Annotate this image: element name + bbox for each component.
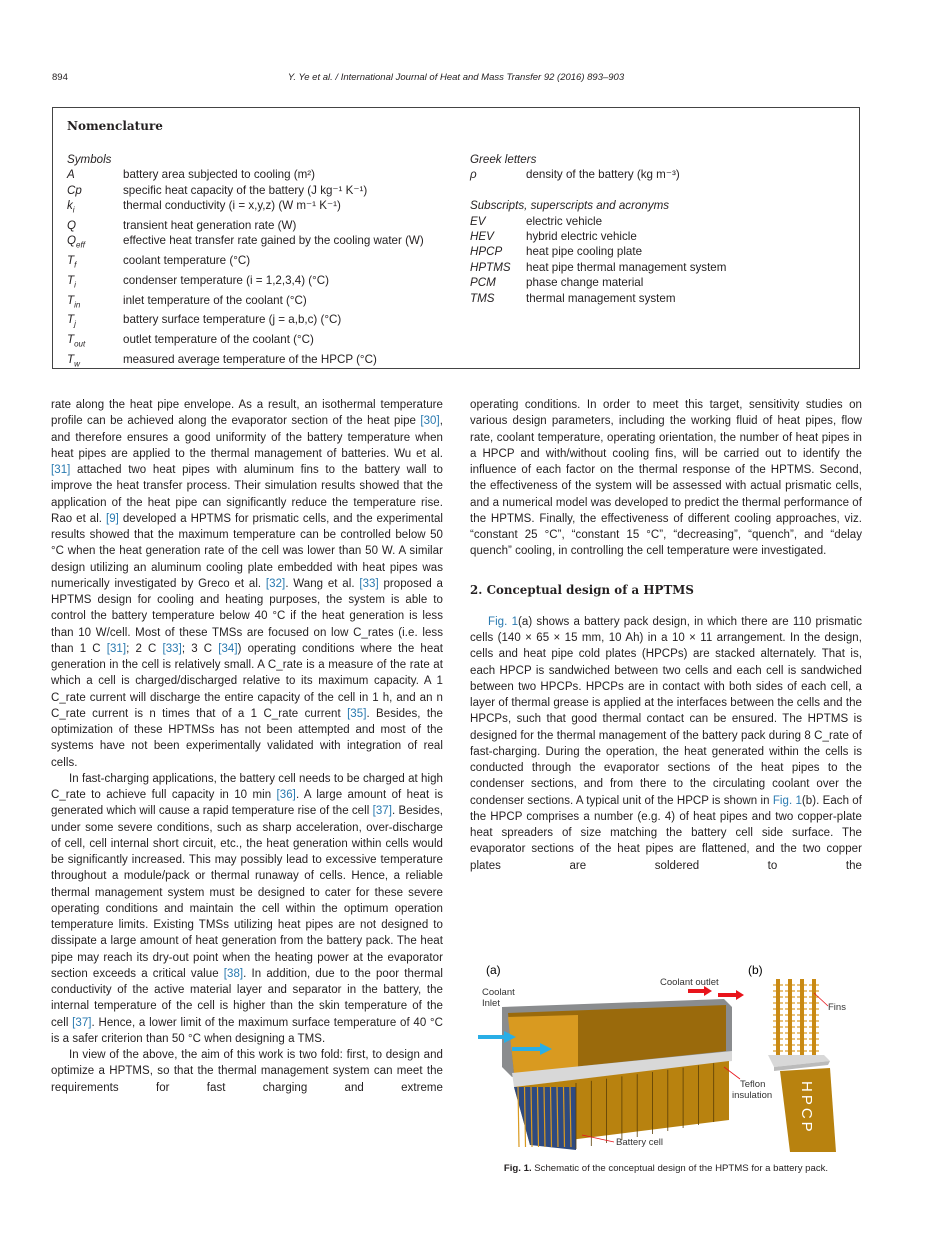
nomenclature-entry	[470, 214, 850, 229]
text-run: . Hence, a lower limit of the maximum surface temperature of 40 °C is a safer criterion than 50 °C when designing a TMS.	[51, 1016, 443, 1045]
heat-pipe	[788, 979, 792, 1057]
entry-symbol: $T_{out}$	[67, 332, 86, 349]
entry-symbol: $Q_{eff}$	[67, 234, 85, 250]
entry-symbol: $T_j$	[67, 313, 76, 329]
entry-description: coolant temperature (°C)	[123, 254, 251, 268]
text-run: ) operating conditions where the heat generation in the cell is relatively small. A C_rate is a measure of the rate at which a cell is charged/discharged relative to its maximum capacity. A 1 C_rate current will discharge the entire capacity of the cell in 1 h, and an n C_rate current is n times that of a 1 C_rate current	[51, 642, 444, 720]
nomenclature-entry	[67, 167, 447, 182]
entry-symbol: HPCP	[470, 245, 503, 259]
citation-link[interactable]: [34]	[218, 642, 238, 655]
paragraph	[51, 771, 443, 1047]
nomenclature-entry	[67, 198, 447, 218]
acronyms-heading: Subscripts, superscripts and acronyms	[470, 199, 670, 213]
entry-symbol: $T_f$	[67, 254, 77, 270]
nomenclature-entry	[67, 233, 447, 253]
citation-link[interactable]: [33]	[162, 642, 182, 655]
entry-description: battery area subjected to cooling (m²)	[123, 168, 316, 182]
text-run: . A large amount of heat is generated which will cause a rapid temperature rise of the cell	[51, 789, 443, 818]
nomenclature-entry	[470, 260, 850, 275]
entry-symbol: PCM	[470, 276, 496, 290]
entry-description: measured average temperature of the HPCP (°C)	[123, 352, 377, 366]
teflon-label: Teflon	[740, 1079, 766, 1090]
nomenclature-entry	[67, 332, 447, 352]
entry-description: outlet temperature of the coolant (°C)	[123, 332, 314, 346]
coolant-inlet-label-2: Inlet	[482, 998, 500, 1009]
running-title: Y. Ye et al. / International Journal of Heat and Mass Transfer 92 (2016) 893–903	[287, 72, 625, 83]
text-run: ; 3 C	[181, 642, 219, 655]
heat-pipe	[812, 979, 816, 1057]
citation-link[interactable]: [30]	[420, 415, 440, 428]
text-run: In view of the above, the aim of this work is two fold: first, to design and optimize a HPTMS, so that the thermal management system can meet the requirements for fast charging and extreme	[51, 1049, 443, 1094]
coolant-inlet-label: Coolant	[482, 987, 515, 998]
text-run: . Besides, under some severe conditions, such as sharp acceleration, over-discharge of cell, cell internal short circuit, etc., the heat generation within cells would be significantly increased. This may possibly lead to excessive temperature throughout a module/pack or thermal runaway of cells. Hence, a reliable thermal management system must be designed to cater for these severe operating conditions and maintain the cell within the optimum operation temperature limits. Existing TMSs utilizing heat pipes are not designed to dissipate a large amount of heat generation from the battery pack. The heat pipe may reach its dry-out point when the heating power at the evaporator section exceeds a critical value	[51, 805, 443, 980]
entry-symbol: EV	[470, 214, 486, 228]
entry-description: transient heat generation rate (W)	[123, 218, 297, 232]
caption-label: Fig. 1.	[503, 1163, 532, 1174]
fig-label-b: (b)	[748, 963, 763, 977]
paragraph	[51, 1047, 443, 1096]
symbols-heading: Symbols	[67, 153, 112, 166]
hpcp-label: HPCP	[798, 1081, 815, 1135]
nomenclature-entry	[67, 293, 447, 313]
caption-text: Schematic of the conceptual design of the HPTMS for a battery pack.	[531, 1163, 829, 1174]
coolant-outlet-label: Coolant outlet	[660, 977, 719, 988]
greek-heading: Greek letters	[470, 153, 537, 166]
citation-link[interactable]: Fig. 1	[772, 794, 802, 807]
entry-symbol: A	[67, 168, 75, 182]
citation-link[interactable]: [37]	[372, 805, 392, 818]
citation-link[interactable]: [9]	[105, 512, 119, 525]
nomenclature-entry	[67, 312, 447, 332]
entry-description: specific heat capacity of the battery (J kg⁻¹ K⁻¹)	[123, 183, 368, 197]
entry-description: phase change material	[526, 276, 644, 290]
text-run: developed a HPTMS for prismatic cells, and the experimental results showed that the maximum temperature can be controlled below 50 °C when the heat generation rate of the cell was lower than 50 W. A similar design utilizing an aluminum cooling plate embedded with heat pipes was numerically investigated by Greco et al.	[51, 512, 443, 590]
entry-description: thermal management system	[526, 291, 676, 305]
nomenclature-box	[52, 107, 860, 369]
paragraph	[470, 614, 862, 874]
nomenclature-entry	[67, 352, 447, 372]
entry-description: thermal conductivity (i = x,y,z) (W m⁻¹ K⁻¹)	[123, 199, 341, 213]
text-run: , and therefore ensures a good uniformity of the battery temperature when heat pipes are applied to the thermal management of batteries. Wu et al.	[51, 415, 443, 460]
text-run: . Besides, the optimization of these HPTMSs has not been attempted and most of the systems have not been experimentally validated with integration of real cells.	[51, 707, 443, 769]
hpcp-unit-drawing	[768, 979, 836, 1152]
paragraph	[51, 397, 443, 771]
entry-description: effective heat transfer rate gained by the cooling water (W)	[123, 234, 424, 248]
entry-symbol: ρ	[470, 168, 477, 182]
text-run: rate along the heat pipe envelope. As a result, an isothermal temperature profile can be achieved along the evaporator section of the heat pipe	[51, 399, 443, 428]
citation-link[interactable]: [38]	[223, 967, 244, 980]
nomenclature-entry	[67, 183, 447, 198]
section-heading: 2. Conceptual design of a HPTMS	[470, 582, 694, 597]
text-run: ; 2 C	[126, 642, 163, 655]
citation-link[interactable]: [31]	[51, 464, 71, 476]
entry-symbol: TMS	[470, 291, 495, 305]
heat-pipe	[800, 979, 804, 1057]
entry-description: electric vehicle	[526, 214, 603, 228]
paragraph	[470, 397, 862, 560]
greek-list	[470, 152, 850, 306]
battery-cell-label: Battery cell	[616, 1137, 663, 1148]
page-number: 894	[52, 72, 68, 83]
entry-description: hybrid electric vehicle	[526, 230, 637, 244]
entry-description: inlet temperature of the coolant (°C)	[123, 293, 307, 307]
text-run: (b). Each of the HPCP comprises a number (e.g. 4) of heat pipes and two copper-plate heat spreaders of size matching the battery cell side surface. The evaporator sections of the heat pipes are flattened, and the two copper plates are soldered to the	[470, 794, 862, 872]
battery-pack-drawing	[502, 999, 732, 1150]
left-column	[51, 397, 443, 1096]
fig-label-a: (a)	[486, 963, 501, 977]
citation-link[interactable]: [33]	[359, 577, 379, 590]
entry-symbol: HEV	[470, 230, 494, 244]
outlet-arrow-icon	[688, 986, 744, 1000]
entry-symbol: HPTMS	[470, 260, 511, 274]
citation-link[interactable]: [32]	[265, 577, 286, 590]
text-run: . Wang et al.	[285, 577, 360, 590]
citation-link[interactable]: [36]	[276, 789, 296, 801]
nomenclature-entry	[67, 218, 447, 233]
nomenclature-title: Nomenclature	[67, 119, 163, 133]
nomenclature-entry	[470, 275, 850, 290]
text-run: proposed a HPTMS design for cooling and heating purposes, the system is able to control the battery temperature below 40 °C if the heat generation is less than 10 W/cell. Most of these TMSs are focused on low C_rates (i.e. less than 1 C	[51, 577, 443, 655]
text-run: In fast-charging applications, the battery cell needs to be charged at high C_rate to achieve full capacity in 10 min	[51, 772, 443, 801]
citation-link[interactable]: [37]	[72, 1016, 92, 1029]
entry-description: heat pipe cooling plate	[526, 245, 643, 259]
symbols-list	[67, 152, 447, 371]
citation-link[interactable]: [31]	[106, 642, 127, 655]
nomenclature-entry	[470, 244, 850, 259]
entry-description: heat pipe thermal management system	[526, 260, 727, 274]
entry-description: density of the battery (kg m⁻³)	[526, 168, 680, 182]
entry-symbol: Q	[67, 218, 77, 232]
text-run: . In addition, due to the poor thermal conductivity of the active material layer and separator in the battery, the internal temperature of the cell is higher than the skin temperature of the cell	[51, 967, 443, 1029]
entry-symbol: $T_{in}$	[67, 293, 81, 309]
entry-symbol: Cp	[67, 183, 82, 197]
citation-link[interactable]: Fig. 1	[488, 615, 519, 628]
entry-symbol: $T_w$	[67, 352, 80, 368]
text-run: (a) shows a battery pack design, in which there are 110 prismatic cells (140 × 65 × 15 mm, 10 Ah) in a 10 × 11 arrangement. In the design, cells and heat pipe cold plates (HPCPs) are stacked alternately. That is, each HPCP is sandwiched between two cells and each cell is sandwiched between two HPCPs. HPCPs are in contact with both sides of each cell, a layer of thermal grease is applied at the interfaces between the cells and the HPCPs, such that good thermal contact can be ensured. The HPTMS is designed for the thermal management of the battery pack during 8 C_rate of fast-charging. During the operation, the heat generated within the cells is conducted through the evaporator sections of the heat pipes to the condenser sections, and from there to the circulating coolant over the condenser sections. A typical unit of the HPCP is shown in	[470, 615, 862, 807]
entry-description: battery surface temperature (j = a,b,c) (°C)	[123, 313, 342, 327]
nomenclature-entry	[67, 273, 447, 293]
entry-symbol: $k_i$	[67, 199, 75, 215]
text-run: operating conditions. In order to meet this target, sensitivity studies on various design parameters, including the working fluid of heat pipes, flow rate, coolant temperature, operating orientation, the number of heat pipes in a HPCP and with/without cooling fins, will be carried out to identify the influence of each factor on the thermal response of the HPTMS. Second, the effectiveness of the system will be assessed with actual prismatic cells, and a numerical model was developed to predict the thermal performance of the HPTMS. Finally, the effectiveness of different cooling approaches, viz. “constant 25 °C”, “constant 15 °C”, “decreasing”, “quench”, and “delay quench” cooling, in controlling the cell temperature were investigated.	[470, 399, 862, 558]
entry-symbol: $T_i$	[67, 273, 76, 290]
citation-link[interactable]: [35]	[347, 707, 367, 720]
figure-caption	[470, 1163, 862, 1174]
nomenclature-entry	[470, 167, 850, 182]
nomenclature-entry	[470, 291, 850, 306]
nomenclature-entry	[67, 253, 447, 273]
nomenclature-entry	[470, 229, 850, 244]
figure-1	[478, 955, 868, 1155]
heat-pipe	[776, 979, 780, 1057]
text-run: attached two heat pipes with aluminum fins to the battery wall to improve the heat transfer process. Their simulation results showed that the application of the heat pipe can significantly reduce the temperature rise. Rao et al.	[51, 464, 443, 525]
right-column	[470, 397, 862, 874]
entry-description: condenser temperature (i = 1,2,3,4) (°C)	[123, 273, 330, 287]
teflon-label-2: insulation	[732, 1090, 773, 1101]
fins-label: Fins	[828, 1002, 846, 1013]
